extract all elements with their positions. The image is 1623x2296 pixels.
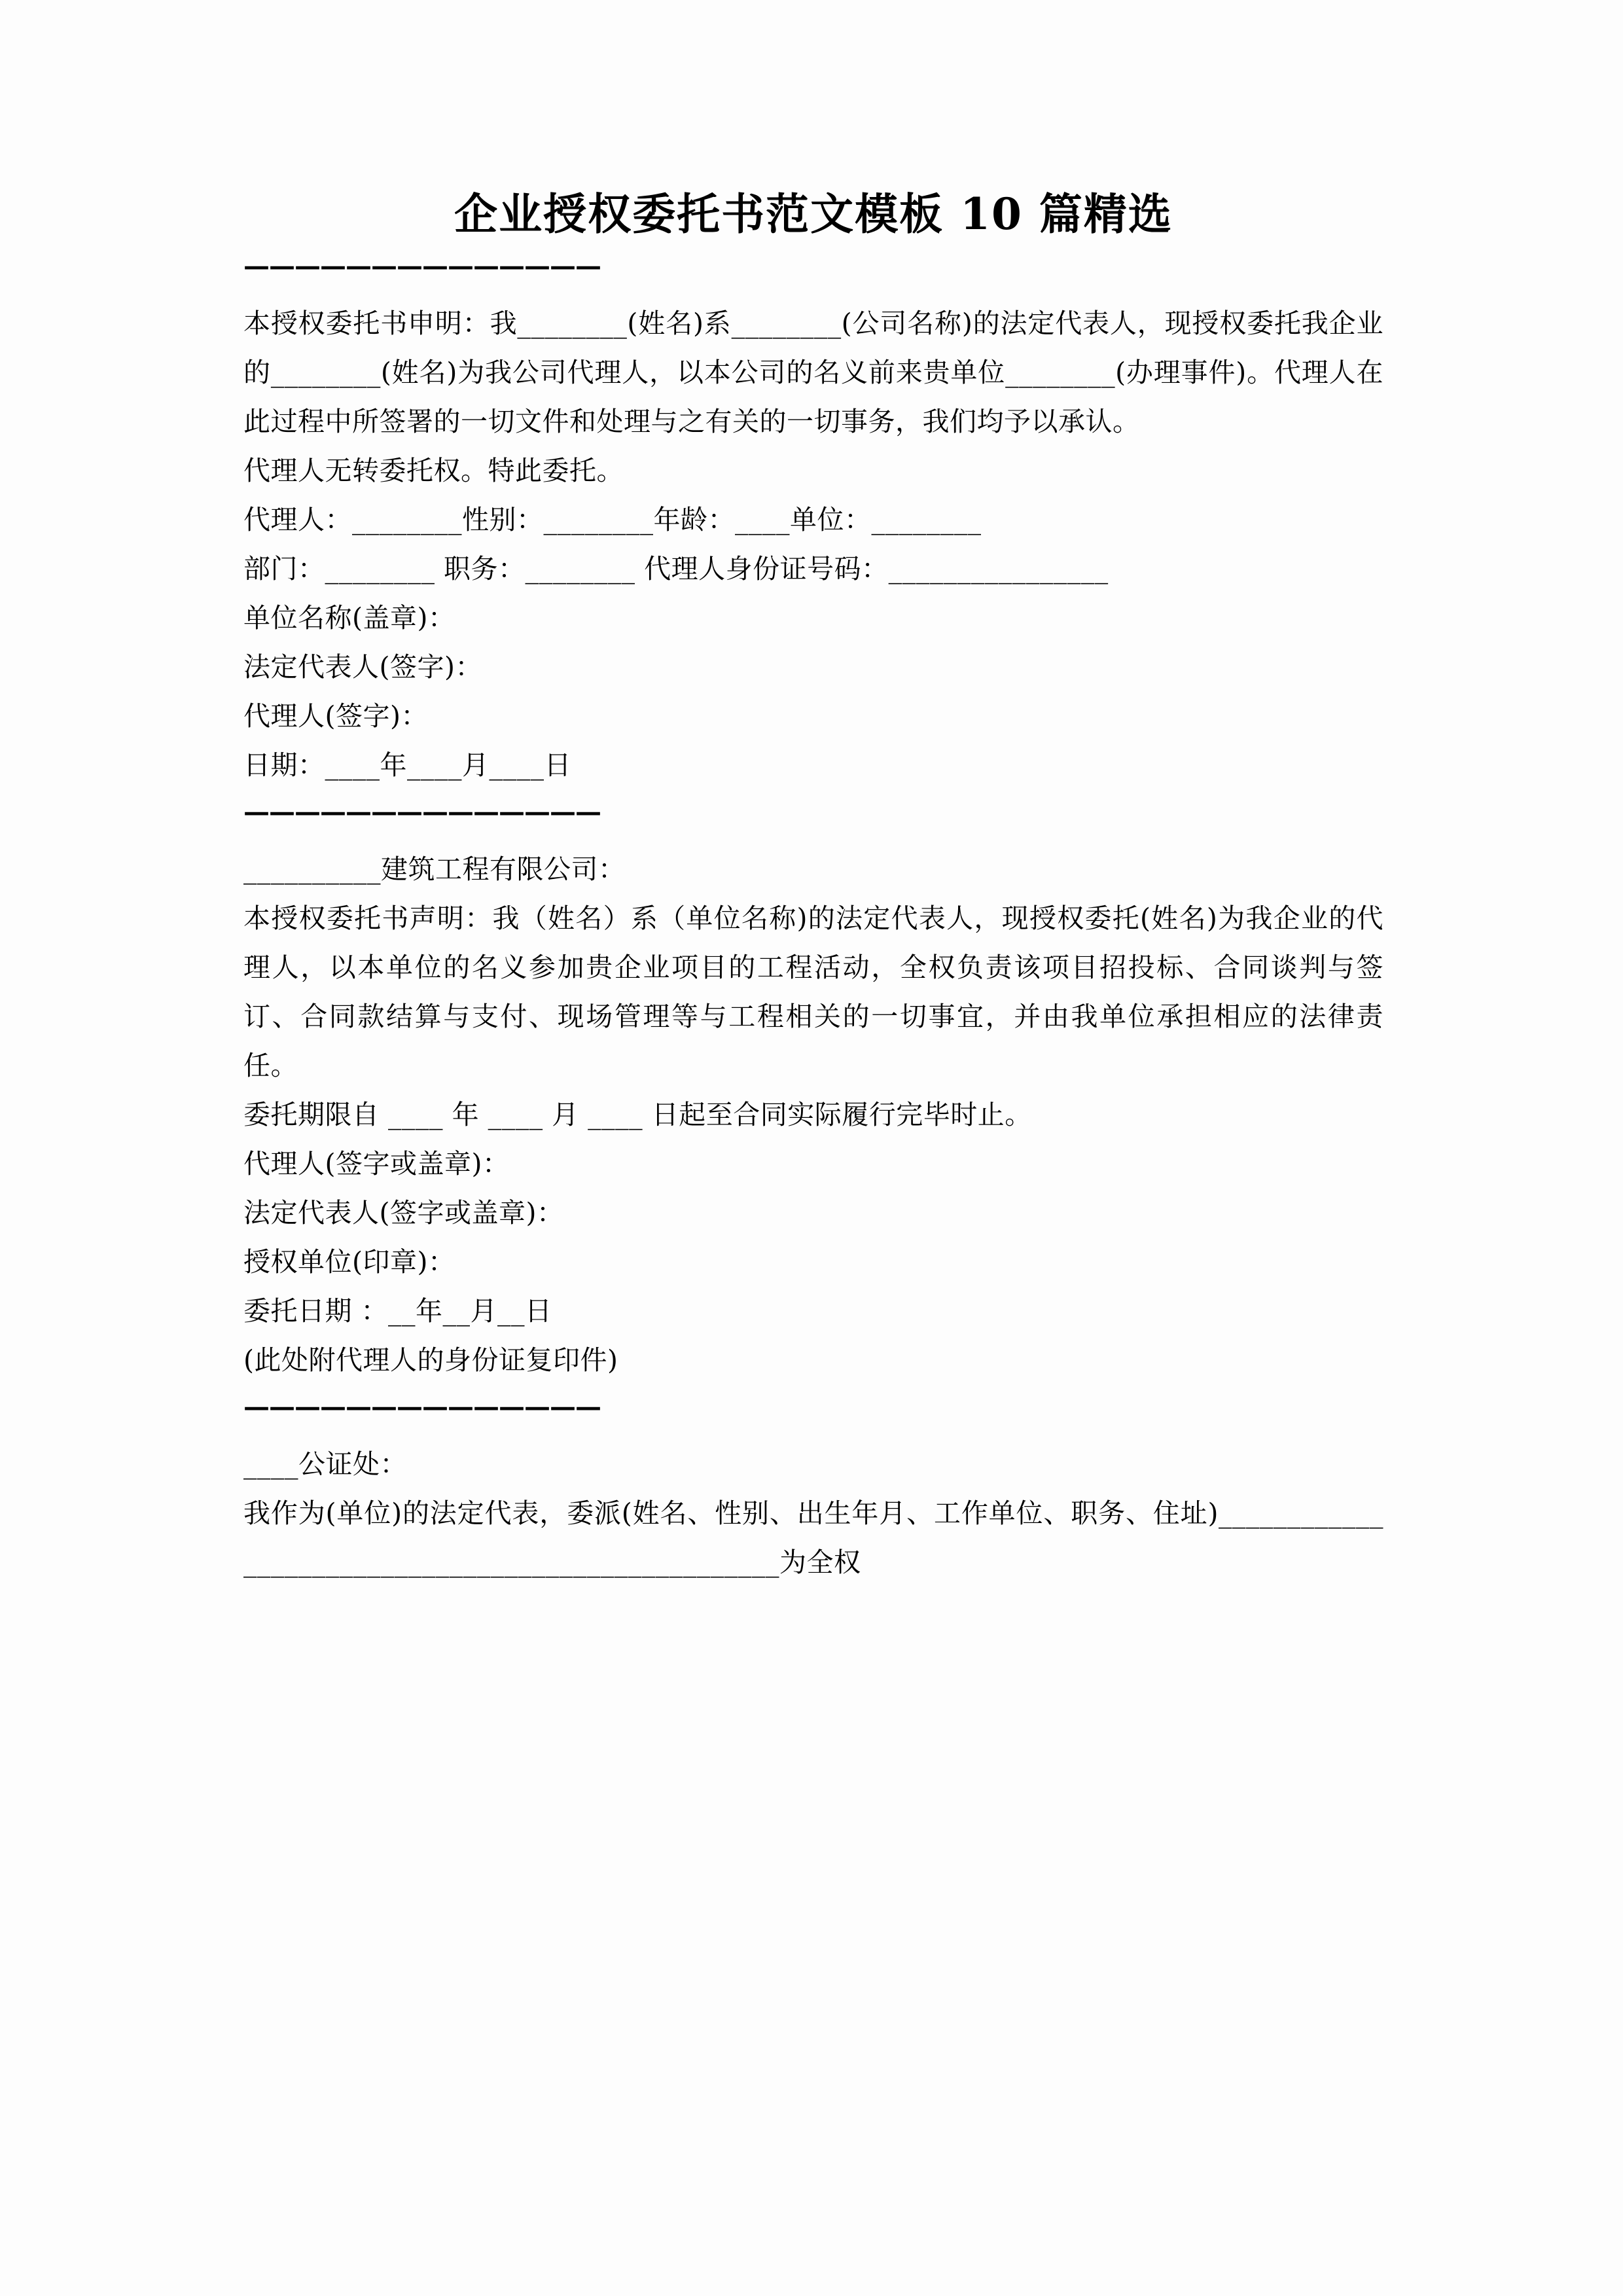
section-1-field-department-row: 部门：________ 职务：________ 代理人身份证号码：________________: [243, 552, 1109, 584]
section-3-paragraph-1: 我作为(单位)的法定代表，委派(姓名、性别、出生年月、工作单位、职务、住址)___________________________________________________为全权: [243, 1497, 1383, 1578]
section-2-field-authorizing-unit: 授权单位(印章)：: [243, 1246, 455, 1278]
section-1-field-legal-representative: 法定代表人(签字)：: [243, 651, 482, 683]
section-2-field-entrust-date: 委托日期 ：__年__月__日: [243, 1295, 552, 1327]
section-1-line-no-subdelegation: 代理人无转委托权。特此委托。: [243, 454, 624, 486]
section-3-addressee-notary-office: ____公证处：: [243, 1448, 407, 1480]
section-2-addressee-company: __________建筑工程有限公司：: [243, 853, 626, 885]
page-title: 企业授权委托书范文模板 10 篇精选: [454, 188, 1173, 240]
document-content: [243, 187, 1383, 1587]
section-separator-3: ——————————————: [243, 1393, 601, 1422]
section-separator-2: ——————————————: [243, 798, 601, 827]
section-1-field-agent-signature: 代理人(签字)：: [243, 700, 428, 732]
section-1-field-unit-name: 单位名称(盖章)：: [243, 601, 455, 634]
section-1-field-date: 日期：____年____月____日: [243, 749, 571, 781]
section-2-field-term: 委托期限自 ____ 年 ____ 月 ____ 日起至合同实际履行完毕时止。: [243, 1098, 1032, 1130]
section-2-field-legal-representative: 法定代表人(签字或盖章)：: [243, 1196, 564, 1229]
section-1-paragraph-1: 本授权委托书申明：我________(姓名)系________(公司名称)的法定代表人，现授权委托我企业的________(姓名)为我公司代理人，以本公司的名义前来贵单位________(办理事件)。代理人在此过程中所签署的一切文件和处理与之有关的一切事务，我们均予以承认。: [243, 307, 1383, 437]
section-1-field-agent-row: 代理人：________性别：________年龄：____单位：________: [243, 503, 982, 535]
section-2-note-id-copy: (此处附代理人的身份证复印件): [243, 1344, 618, 1376]
section-2-paragraph-1: 本授权委托书声明：我（姓名）系（单位名称)的法定代表人，现授权委托(姓名)为我企业的代理人，以本单位的名义参加贵企业项目的工程活动，全权负责该项目招投标、合同谈判与签订、合同款结算与支付、现场管理等与工程相关的一切事宜，并由我单位承担相应的法律责任。: [243, 902, 1383, 1081]
section-2-field-agent-signature: 代理人(签字或盖章)：: [243, 1147, 510, 1179]
section-separator-1: ——————————————: [243, 253, 601, 281]
